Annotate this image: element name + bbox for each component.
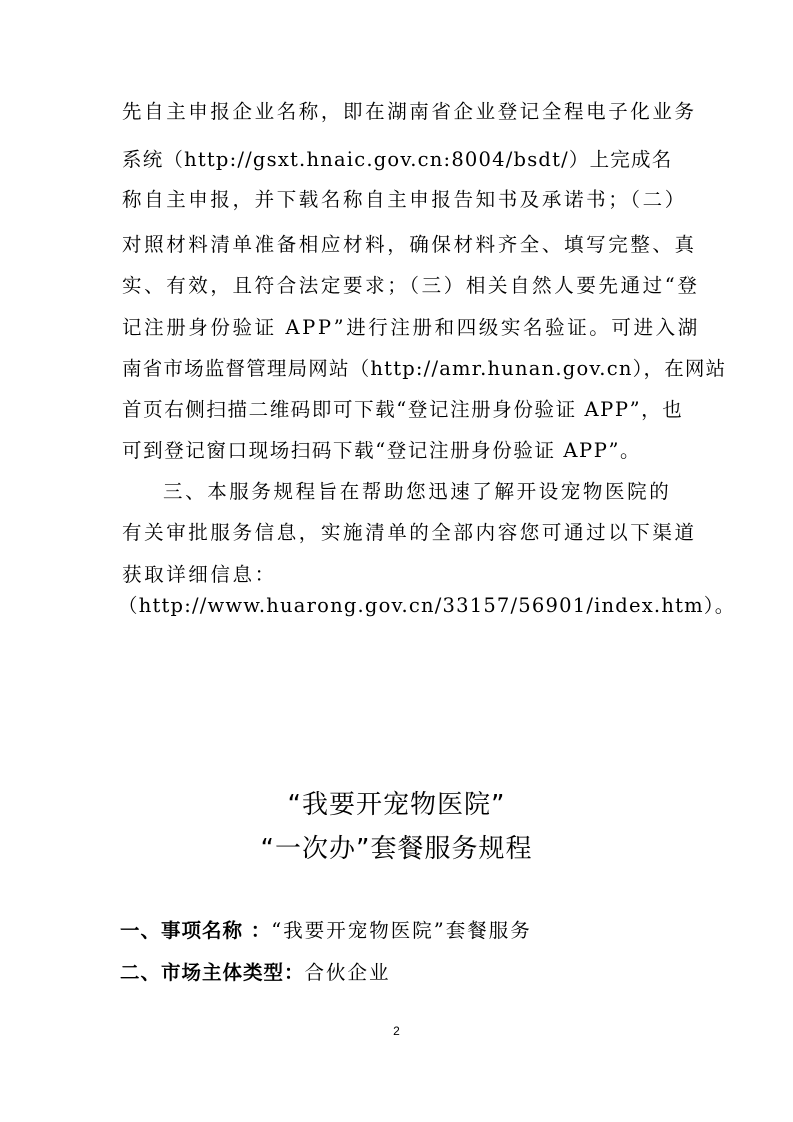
body-line-2: 系统（http://gsxt.hnaic.gov.cn:8004/bsdt/）上完成名 xyxy=(122,148,673,171)
section-title-line-2: “一次办”套餐服务规程 xyxy=(260,834,533,864)
body-line-1: 先自主申报企业名称，即在湖南省企业登记全程电子化业务 xyxy=(122,100,697,123)
body-line-10: 三、本服务规程旨在帮助您迅速了解开设宠物医院的 xyxy=(163,480,672,503)
item-matter-name-label: 一、事项名称 ： xyxy=(120,919,272,942)
item-matter-name xyxy=(120,917,532,945)
item-entity-type xyxy=(120,959,391,987)
body-line-8: 首页右侧扫描二维码即可下载“登记注册身份验证 APP”，也 xyxy=(122,398,684,421)
body-line-3: 称自主申报，并下载名称自主申报告知书及承诺书；（二） xyxy=(122,188,687,211)
body-line-13-url: （http://www.huarong.gov.cn/33157/56901/index.htm）。 xyxy=(118,594,736,617)
item-entity-type-label: 二、市场主体类型： xyxy=(120,961,305,984)
section-title-line-1: “我要开宠物医院” xyxy=(287,790,506,820)
body-line-11: 有关审批服务信息，实施清单的全部内容您可通过以下渠道 xyxy=(122,521,697,544)
body-line-4: 对照材料清单准备相应材料，确保材料齐全、填写完整、真 xyxy=(122,233,697,256)
page-number: 2 xyxy=(393,1024,400,1038)
item-entity-type-value: 合伙企业 xyxy=(304,961,391,984)
body-line-5: 实、有效，且符合法定要求；（三）相关自然人要先通过“登 xyxy=(122,274,700,297)
body-line-9: 可到登记窗口现场扫码下载“登记注册身份验证 APP”。 xyxy=(122,439,642,462)
body-line-12: 获取详细信息： xyxy=(122,563,277,586)
body-line-7: 南省市场监督管理局网站（http://amr.hunan.gov.cn），在网站 xyxy=(122,357,727,380)
item-matter-name-value: “我要开宠物医院”套餐服务 xyxy=(271,919,532,942)
body-line-6: 记注册身份验证 APP”进行注册和四级实名验证。可进入湖 xyxy=(122,316,700,339)
